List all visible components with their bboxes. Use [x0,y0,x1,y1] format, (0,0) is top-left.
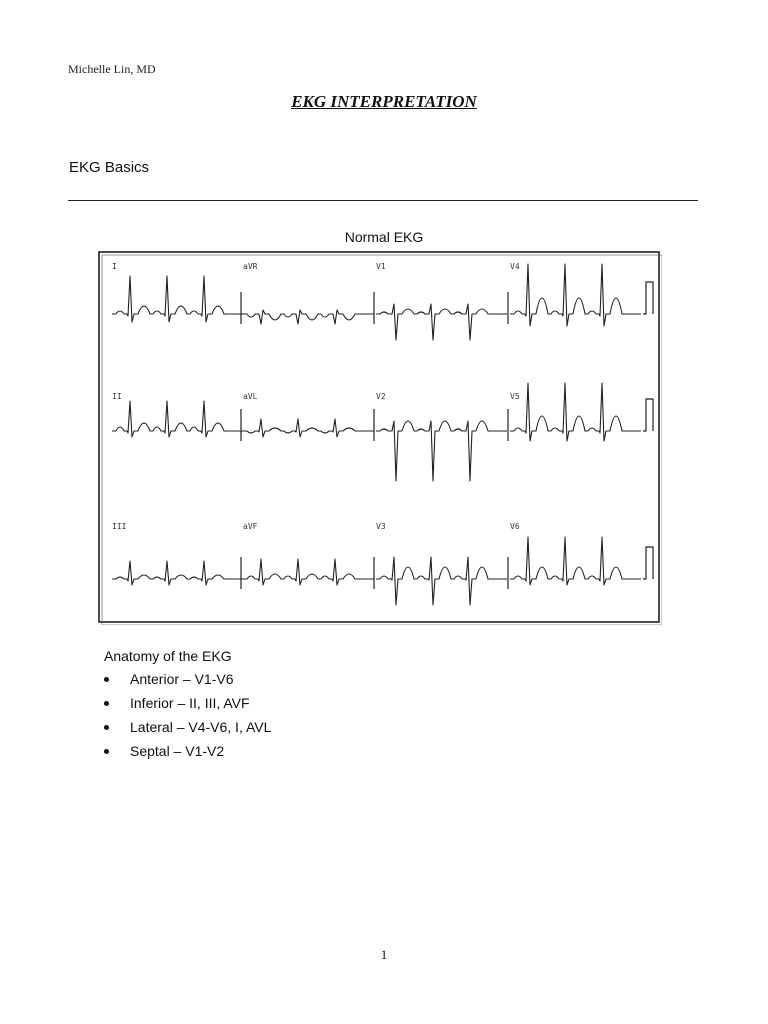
lead-label: III [112,522,127,531]
lead-label: aVL [243,392,258,401]
author-name: Michelle Lin, MD [68,62,156,76]
bullet-icon [104,749,109,754]
list-item-text: Septal – V1-V2 [130,743,225,759]
lead-label: aVF [243,522,258,531]
figure-caption: Normal EKG [344,229,424,245]
anatomy-section [104,648,271,766]
lead-label: V5 [510,392,520,401]
bullet-icon [104,701,109,706]
lead-label: V4 [510,262,520,271]
section-heading: EKG Basics [69,159,150,176]
list-item [104,742,271,766]
bullet-icon [104,677,109,682]
list-item [104,718,271,742]
document-title [0,92,768,112]
lead-label: aVR [243,262,258,271]
lead-label: I [112,262,117,271]
list-item-text: Anterior – V1-V6 [130,671,234,687]
list-item-text: Lateral – V4-V6, I, AVL [130,719,272,735]
list-item-text: Inferior – II, III, AVF [130,695,250,711]
lead-label: V1 [376,262,386,271]
document-title-text: EKG INTERPRETATION [291,92,477,111]
list-item [104,694,271,718]
bullet-icon [104,725,109,730]
lead-label: II [112,392,122,401]
lead-label: V6 [510,522,520,531]
page-number: 1 [380,947,388,962]
anatomy-list [104,670,271,766]
section-divider [68,200,698,201]
lead-label: V2 [376,392,386,401]
anatomy-heading: Anatomy of the EKG [104,648,232,664]
ekg-tracing-figure [98,251,662,625]
lead-label: V3 [376,522,386,531]
list-item [104,670,271,694]
ekg-tracing-image [98,251,662,625]
